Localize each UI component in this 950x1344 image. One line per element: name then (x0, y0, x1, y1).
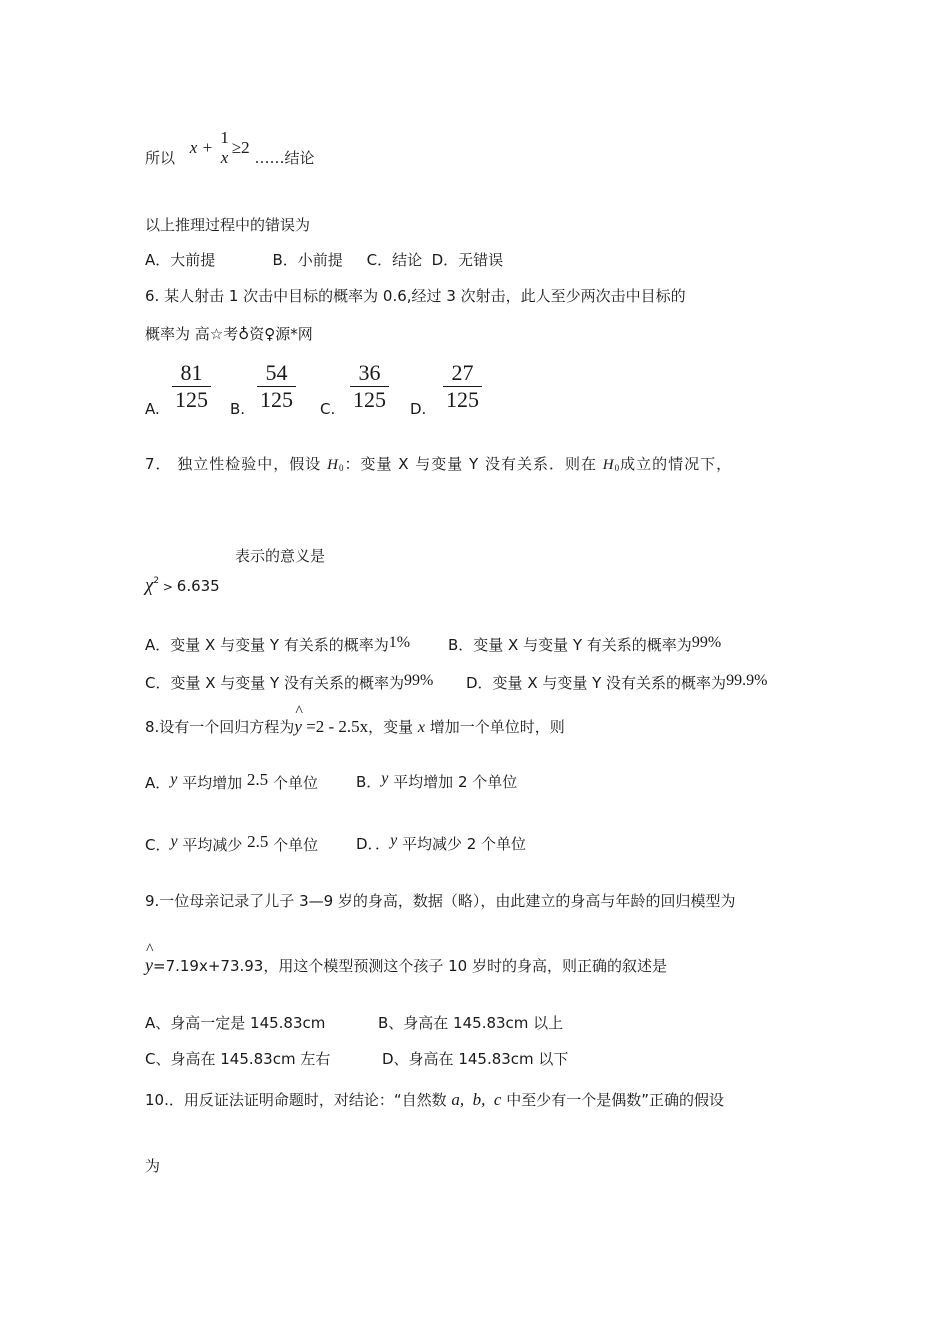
q7-text-c: 成立的情况下， (620, 455, 733, 473)
q6-option-b-den: 125 (257, 386, 296, 413)
q6-option-c-den: 125 (350, 386, 389, 413)
q7-option-b (448, 634, 721, 655)
q5-options: A．大前提 B．小前提 C．结论 D．无错误 (145, 251, 504, 269)
q8-option-d-label: D．． (356, 835, 391, 853)
q8-option-a-text1: 平均增加 (177, 774, 247, 792)
q8-option-c-text1: 平均减少 (177, 836, 248, 854)
q7-option-c (145, 672, 433, 693)
q6-text-1: 6. 某人射击 1 次击中目标的概率为 0.6,经过 3 次射击，此人至少两次击中目标的 (145, 287, 686, 305)
q7-option-d-value: 99.9% (726, 672, 768, 689)
expr-lhs: x + (189, 138, 218, 157)
q6-option-c-label: C. (320, 400, 336, 418)
chi-symbol: χ (145, 575, 154, 596)
q10-text-2: 为 (145, 1157, 161, 1175)
q8-option-b-text: 平均增加 2 个单位 (388, 773, 518, 791)
q8-text-c: 增加一个单位时，则 (425, 718, 565, 736)
q7-option-b-text: B．变量 X 与变量 Y 有关系的概率为 (448, 636, 692, 654)
q6-text-2: 概率为 高☆考♁资♀源*网 (145, 325, 313, 343)
q9-text-2-body: =7.19x+73.93，用这个模型预测这个孩子 10 岁时的身高，则正确的叙述是 (153, 957, 667, 975)
q10-text (145, 1089, 724, 1110)
q8-option-d-y: y (390, 832, 398, 849)
h0-symbol (327, 457, 344, 473)
inequality-expression (190, 128, 250, 168)
q6-option-d-num: 27 (451, 360, 474, 385)
q7-option-d (466, 672, 767, 693)
q6-option-b-label: B. (230, 400, 246, 418)
q6-option-c-fraction (350, 360, 389, 413)
q9-text-2 (145, 955, 667, 976)
chi-square-expression (145, 575, 220, 597)
q8-equation: =2 - 2.5x (301, 717, 369, 736)
q8-text (145, 716, 565, 737)
chi-value: 6.635 (176, 577, 220, 595)
h0-sub: 0 (338, 463, 345, 473)
q10-text-b: 中至少有一个是偶数”正确的假设 (501, 1091, 724, 1109)
q8-option-b (356, 770, 517, 792)
q8-option-c-text2: 个单位 (268, 836, 319, 854)
h0-symbol-2 (603, 457, 620, 473)
q6-option-d-fraction (443, 360, 482, 413)
fraction-one-over-x (217, 128, 232, 168)
q9-y-hat: ^ y (145, 955, 153, 976)
q6-option-b-num: 54 (265, 360, 288, 385)
error-prompt: 以上推理过程中的错误为 (145, 216, 311, 234)
h0-letter-2: H (602, 457, 615, 473)
q7-text-a: 7． 独立性检验中，假设 (145, 455, 328, 473)
frac-den: x (220, 148, 229, 167)
expr-rhs: ≥2 (231, 138, 250, 157)
q8-option-c-value: 2.5 (247, 832, 269, 851)
q9-option-d: D、身高在 145.83cm 以下 (382, 1050, 569, 1068)
q8-text-b: ，变量 (368, 718, 418, 736)
q8-option-a-text2: 个单位 (268, 774, 318, 792)
q6-option-d-label: D. (410, 400, 427, 418)
q8-option-d-text: 平均减少 2 个单位 (397, 835, 527, 853)
q7-option-a-value: 1% (388, 634, 411, 651)
q6-option-a-den: 125 (172, 386, 211, 413)
q6-option-a-fraction (172, 360, 211, 413)
conclusion-prefix: 所以 (145, 149, 176, 167)
q8-option-d (356, 832, 526, 854)
q6-option-a-label: A. (145, 400, 160, 418)
q8-option-c-label: C． (145, 836, 171, 854)
q10-text-a: 10.．用反证法证明命题时，对结论：“自然数 (145, 1091, 452, 1109)
q7-option-c-text: C．变量 X 与变量 Y 没有关系的概率为 (145, 674, 404, 692)
q8-option-a (145, 770, 318, 793)
q8-text-a: 8.设有一个回归方程为 (145, 718, 295, 736)
q6-option-b-fraction (257, 360, 296, 413)
q9-option-a: A、身高一定是 145.83cm (145, 1014, 326, 1032)
q7-option-c-value: 99% (404, 672, 434, 689)
q7-option-a-text: A．变量 X 与变量 Y 有关系的概率为 (145, 636, 389, 654)
q9-text-1: 9.一位母亲记录了儿子 3—9 岁的身高，数据（略），由此建立的身高与年龄的回归模型为 (145, 892, 736, 910)
q7-option-a (145, 634, 410, 655)
q7-option-b-value: 99% (691, 634, 722, 651)
q8-option-c-y: y (170, 833, 178, 850)
q7-meaning: 表示的意义是 (235, 547, 326, 565)
h0-letter: H (327, 457, 339, 473)
y-hat-symbol: ^ y (294, 717, 302, 737)
q7-text-b: ：变量 X 与变量 Y 没有关系．则在 (344, 455, 603, 473)
q7-option-d-text: D．变量 X 与变量 Y 没有关系的概率为 (466, 674, 727, 692)
q7-text (145, 453, 732, 474)
conclusion-line (145, 128, 314, 168)
q9-option-b: B、身高在 145.83cm 以上 (378, 1014, 564, 1032)
q8-option-a-y: y (170, 771, 178, 788)
q8-option-b-label: B． (356, 773, 382, 791)
chi-sup: 2 (153, 576, 160, 586)
q8-option-b-y: y (381, 770, 389, 787)
conclusion-suffix: ……结论 (254, 149, 315, 167)
q9-option-c: C、身高在 145.83cm 左右 (145, 1050, 331, 1068)
x-variable: x (417, 719, 425, 736)
q6-option-d-den: 125 (443, 386, 482, 413)
q10-variables: a, b, c (451, 1090, 502, 1109)
chi-relation: > (159, 580, 177, 594)
q6-option-c-num: 36 (358, 360, 381, 385)
q6-option-a-num: 81 (180, 360, 203, 385)
q8-option-c (145, 832, 318, 855)
q8-option-a-value: 2.5 (246, 770, 269, 789)
q8-option-a-label: A． (145, 774, 171, 792)
frac-num: 1 (220, 128, 229, 147)
h0-sub-2: 0 (614, 463, 621, 473)
